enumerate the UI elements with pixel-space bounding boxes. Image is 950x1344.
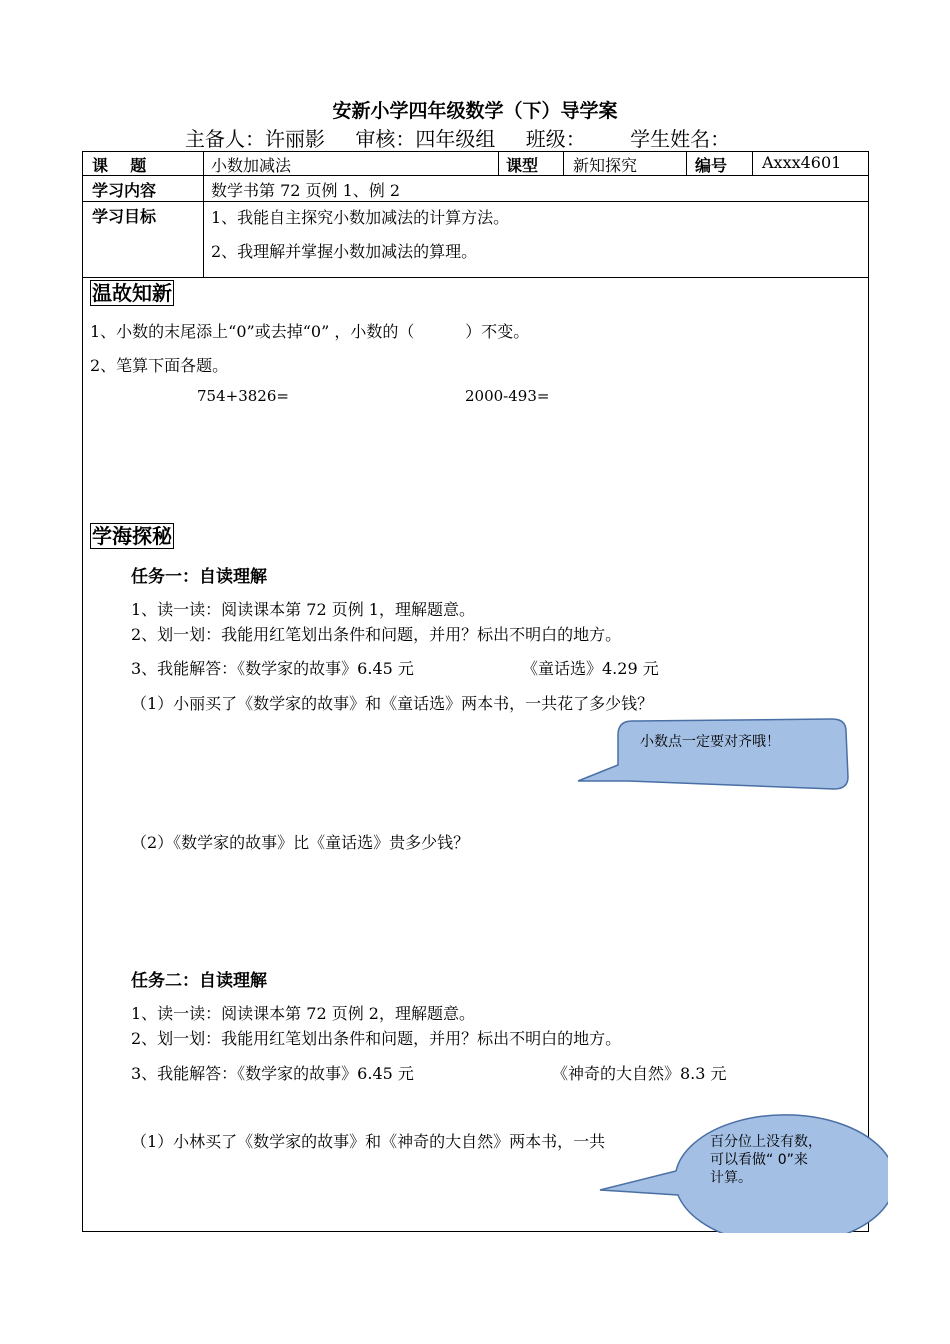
col-divider xyxy=(752,151,753,175)
code-label: 编号 xyxy=(695,156,728,175)
type-label: 课型 xyxy=(506,156,539,175)
col-divider xyxy=(563,151,564,175)
col-divider xyxy=(686,151,687,175)
preparer: 主备人：许丽影 xyxy=(185,127,325,151)
review-question-2: 2、笔算下面各题。 xyxy=(90,356,229,375)
task-1-question-2: （2）《数学家的故事》比《童话选》贵多少钱？ xyxy=(131,833,470,852)
student-name-label: 学生姓名： xyxy=(630,127,731,151)
task-1-step: 1、读一读：阅读课本第 72 页例 1，理解题意。 xyxy=(131,600,475,619)
hint-callout-2-text-line: 可以看做“ 0”来 xyxy=(710,1152,808,1168)
row-divider xyxy=(82,175,868,176)
hint-callout-1 xyxy=(570,715,855,800)
row-divider xyxy=(82,277,868,278)
review-question-1: 1、小数的末尾添上“0”或去掉“0” ，小数的（ ）不变。 xyxy=(90,322,530,341)
task-1-title: 任务一：自读理解 xyxy=(131,567,267,587)
task-1-question-1: （1）小丽买了《数学家的故事》和《童话选》两本书，一共花了多少钱？ xyxy=(131,694,654,713)
header-meta xyxy=(185,123,754,152)
col-divider xyxy=(498,151,499,175)
goals-label: 学习目标 xyxy=(92,207,157,226)
hint-callout-2-text-line: 计算。 xyxy=(710,1170,752,1186)
explore-section-title: 学海探秘 xyxy=(92,524,172,548)
goal-item: 2、我理解并掌握小数加减法的算理。 xyxy=(211,242,478,261)
topic-value: 小数加减法 xyxy=(211,156,292,175)
topic-label: 课 题 xyxy=(92,156,147,175)
content-label: 学习内容 xyxy=(92,181,157,200)
task-2-price: 《神奇的大自然》8.3 元 xyxy=(552,1064,727,1083)
hint-callout-1-text: 小数点一定要对齐哦！ xyxy=(640,734,780,750)
task-2-step: 1、读一读：阅读课本第 72 页例 2，理解题意。 xyxy=(131,1004,475,1023)
callout-shape xyxy=(578,719,848,789)
row-divider xyxy=(82,201,868,202)
reviewer: 审核：四年级组 xyxy=(355,127,496,151)
task-2-question-1: （1）小林买了《数学家的故事》和《神奇的大自然》两本书，一共 xyxy=(131,1132,606,1151)
task-1-step: 2、划一划：我能用红笔划出条件和问题，并用？标出不明白的地方。 xyxy=(131,625,622,644)
review-section-title: 温故知新 xyxy=(92,281,172,305)
task-1-price: 《童话选》4.29 元 xyxy=(522,659,659,678)
goal-item: 1、我能自主探究小数加减法的计算方法。 xyxy=(211,208,510,227)
content-value: 数学书第 72 页例 1、例 2 xyxy=(211,181,401,200)
task-2-step: 3、我能解答：《数学家的故事》6.45 元 xyxy=(131,1064,414,1083)
calc-item: 2000-493= xyxy=(465,387,550,405)
col-divider xyxy=(203,151,204,277)
task-2-title: 任务二：自读理解 xyxy=(131,971,267,991)
page-title: 安新小学四年级数学（下）导学案 xyxy=(332,100,618,122)
code-value: Axxx4601 xyxy=(762,153,842,172)
task-1-step: 3、我能解答：《数学家的故事》6.45 元 xyxy=(131,659,414,678)
task-2-step: 2、划一划：我能用红笔划出条件和问题，并用？标出不明白的地方。 xyxy=(131,1029,622,1048)
hint-callout-2-text-line: 百分位上没有数， xyxy=(710,1134,822,1150)
class-label: 班级： xyxy=(525,127,586,151)
calc-item: 754+3826= xyxy=(197,387,289,405)
type-value: 新知探究 xyxy=(573,156,638,175)
